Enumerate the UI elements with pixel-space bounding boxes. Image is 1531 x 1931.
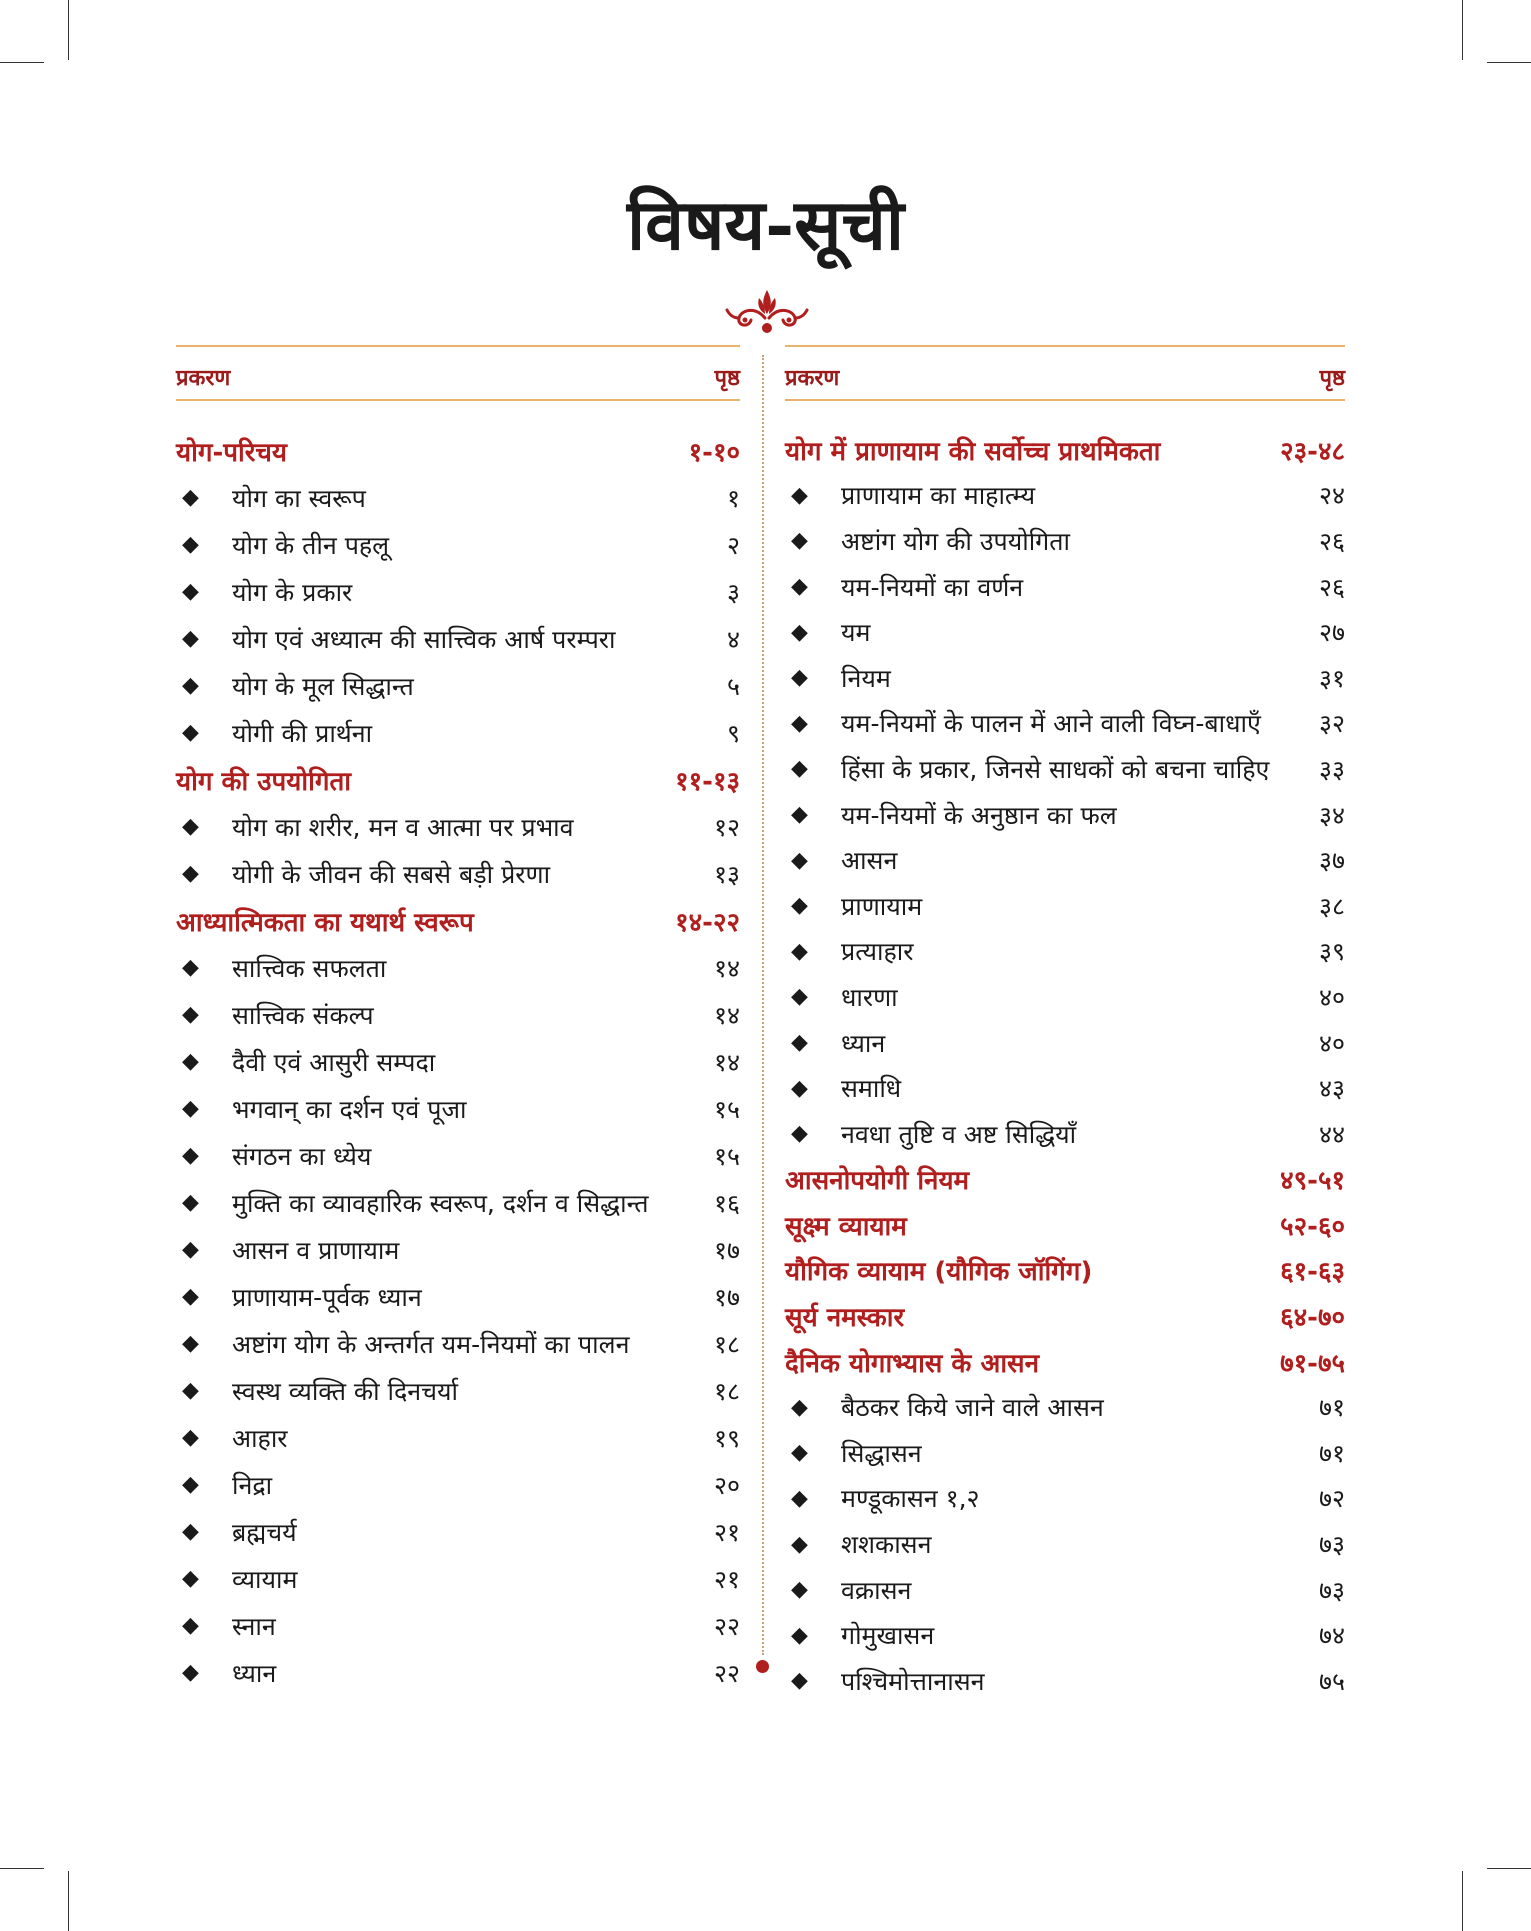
diamond-bullet-icon: ◆: [791, 802, 808, 828]
crop-mark: [1487, 1868, 1531, 1869]
item-title: आसन: [841, 846, 898, 876]
toc-section-row: [785, 1293, 1345, 1339]
page-number: १: [726, 483, 740, 513]
item-title: दैवी एवं आसुरी सम्पदा: [232, 1047, 436, 1077]
item-title: आसन व प्राणायाम: [232, 1235, 400, 1265]
toc-item-row: [176, 1508, 740, 1555]
column-header: [785, 347, 1345, 399]
toc-section-row: [176, 756, 740, 803]
page-number: १२: [713, 812, 740, 842]
page-header: पृष्ठ: [714, 366, 740, 391]
diamond-bullet-icon: ◆: [182, 1190, 199, 1215]
diamond-bullet-icon: ◆: [791, 756, 808, 782]
item-title: आहार: [232, 1423, 288, 1453]
toc-item-row: [785, 473, 1345, 519]
diamond-bullet-icon: ◆: [182, 1566, 199, 1591]
diamond-bullet-icon: ◆: [791, 893, 808, 919]
diamond-bullet-icon: ◆: [182, 1002, 199, 1027]
page-number: ७३: [1318, 1530, 1345, 1560]
toc-section-row: [176, 897, 740, 944]
toc-item-row: [785, 1612, 1345, 1658]
page-number: ११-१३: [675, 766, 740, 797]
toc-column-right: [785, 345, 1345, 1704]
item-title: मण्डूकासन १,२: [841, 1484, 980, 1514]
toc-item-row: [785, 792, 1345, 838]
toc-item-row: [785, 1384, 1345, 1430]
toc-item-row: [176, 1602, 740, 1649]
page-number: ३७: [1318, 846, 1345, 876]
page-number: २३-४८: [1280, 436, 1345, 467]
toc-item-row: [176, 1038, 740, 1085]
diamond-bullet-icon: ◆: [182, 1613, 199, 1638]
toc-item-row: [176, 615, 740, 662]
toc-item-row: [785, 746, 1345, 792]
page-number: ३२: [1318, 709, 1345, 739]
section-title: आध्यात्मिकता का यथार्थ स्वरूप: [176, 907, 474, 938]
toc-item-row: [176, 991, 740, 1038]
ornament-icon: [725, 288, 809, 336]
crop-mark: [68, 0, 69, 60]
page-number: ४३: [1318, 1074, 1345, 1104]
page-number: १८: [713, 1376, 740, 1406]
toc-list-left: [176, 427, 740, 1696]
item-title: स्नान: [232, 1611, 276, 1641]
item-title: भगवान् का दर्शन एवं पूजा: [232, 1094, 467, 1124]
item-title: प्राणायाम: [841, 891, 923, 921]
section-title: सूक्ष्म व्यायाम: [785, 1211, 907, 1242]
item-title: यम-नियमों के पालन में आने वाली विघ्न-बाधाएँ: [841, 709, 1261, 739]
item-title: स्वस्थ व्यक्ति की दिनचर्या: [232, 1376, 458, 1406]
toc-column-left: [176, 345, 740, 1696]
item-title: योग का शरीर, मन व आत्मा पर प्रभाव: [232, 812, 574, 842]
page-number: २२: [713, 1658, 740, 1688]
item-title: योगी के जीवन की सबसे बड़ी प्रेरणा: [232, 859, 551, 889]
diamond-bullet-icon: ◆: [791, 847, 808, 873]
page-number: ४: [726, 624, 740, 654]
diamond-bullet-icon: ◆: [182, 485, 199, 510]
diamond-bullet-icon: ◆: [791, 574, 808, 600]
toc-item-row: [176, 1320, 740, 1367]
diamond-bullet-icon: ◆: [182, 1049, 199, 1074]
toc-item-row: [785, 1020, 1345, 1066]
page-number: २१: [713, 1564, 740, 1594]
page-number: २४: [1318, 481, 1345, 511]
item-title: ध्यान: [232, 1658, 277, 1688]
item-title: अष्टांग योग के अन्तर्गत यम-नियमों का पालन: [232, 1329, 630, 1359]
section-title: दैनिक योगाभ्यास के आसन: [785, 1348, 1040, 1379]
toc-item-row: [785, 1567, 1345, 1613]
section-title: यौगिक व्यायाम (यौगिक जॉगिंग): [785, 1257, 1093, 1288]
diamond-bullet-icon: ◆: [182, 1660, 199, 1685]
diamond-bullet-icon: ◆: [182, 814, 199, 839]
diamond-bullet-icon: ◆: [182, 1284, 199, 1309]
item-title: योग के मूल सिद्धान्त: [232, 671, 414, 701]
page-number: २०: [713, 1470, 740, 1500]
diamond-bullet-icon: ◆: [182, 1143, 199, 1168]
item-title: प्रत्याहार: [841, 937, 914, 967]
item-title: पश्चिमोत्तानासन: [841, 1666, 985, 1696]
page-number: १५: [713, 1094, 740, 1124]
toc-section-row: [176, 427, 740, 474]
chapter-header: प्रकरण: [785, 366, 840, 391]
page-number: १८: [713, 1329, 740, 1359]
section-title: योग में प्राणायाम की सर्वोच्च प्राथमिकता: [785, 436, 1161, 467]
item-title: समाधि: [841, 1074, 902, 1104]
crop-mark: [0, 1868, 44, 1869]
toc-item-row: [176, 1085, 740, 1132]
toc-section-row: [785, 1202, 1345, 1248]
toc-item-row: [785, 1430, 1345, 1476]
section-title: योग की उपयोगिता: [176, 766, 352, 797]
toc-item-row: [785, 929, 1345, 975]
toc-item-row: [176, 1414, 740, 1461]
diamond-bullet-icon: ◆: [182, 1378, 199, 1403]
item-title: निद्रा: [232, 1470, 273, 1500]
diamond-bullet-icon: ◆: [791, 1394, 808, 1420]
diamond-bullet-icon: ◆: [791, 482, 808, 508]
diamond-bullet-icon: ◆: [791, 619, 808, 645]
column-divider: [762, 355, 764, 1655]
toc-item-row: [785, 1476, 1345, 1522]
item-title: बैठकर किये जाने वाले आसन: [841, 1393, 1104, 1423]
item-title: यम-नियमों का वर्णन: [841, 572, 1024, 602]
toc-item-row: [176, 521, 740, 568]
item-title: सात्त्विक सफलता: [232, 953, 387, 983]
page-number: ७२: [1318, 1484, 1345, 1514]
divider-dot: [756, 1660, 769, 1673]
chapter-header: प्रकरण: [176, 366, 231, 391]
toc-item-row: [176, 944, 740, 991]
item-title: सिद्धासन: [841, 1438, 922, 1468]
diamond-bullet-icon: ◆: [791, 1440, 808, 1466]
toc-item-row: [176, 803, 740, 850]
item-title: योग के तीन पहलू: [232, 530, 390, 560]
toc-item-row: [785, 1658, 1345, 1704]
item-title: योग के प्रकार: [232, 577, 353, 607]
page-number: ३१: [1318, 663, 1345, 693]
diamond-bullet-icon: ◆: [182, 532, 199, 557]
diamond-bullet-icon: ◆: [791, 1577, 808, 1603]
page-number: ३३: [1318, 754, 1345, 784]
diamond-bullet-icon: ◆: [791, 938, 808, 964]
toc-item-row: [785, 837, 1345, 883]
toc-item-row: [785, 655, 1345, 701]
item-title: धारणा: [841, 982, 898, 1012]
toc-item-row: [176, 568, 740, 615]
section-title: आसनोपयोगी नियम: [785, 1166, 970, 1197]
page-number: ७५: [1318, 1666, 1345, 1696]
item-title: मुक्ति का व्यावहारिक स्वरूप, दर्शन व सिद्धान्त: [232, 1188, 649, 1218]
page-number: २७: [1318, 618, 1345, 648]
crop-mark: [1462, 0, 1463, 60]
toc-item-row: [785, 518, 1345, 564]
item-title: वक्रासन: [841, 1575, 912, 1605]
item-title: प्राणायाम का माहात्म्य: [841, 481, 1036, 511]
toc-item-row: [176, 1132, 740, 1179]
page-number: २: [726, 530, 740, 560]
page-number: ३९: [1318, 937, 1345, 967]
page-number: १३: [713, 859, 740, 889]
toc-list-right: [785, 427, 1345, 1704]
item-title: ध्यान: [841, 1028, 886, 1058]
page-number: १६: [713, 1188, 740, 1218]
diamond-bullet-icon: ◆: [182, 1237, 199, 1262]
toc-section-row: [785, 1248, 1345, 1294]
page-number: ३४: [1318, 800, 1345, 830]
item-title: शशकासन: [841, 1530, 932, 1560]
diamond-bullet-icon: ◆: [182, 720, 199, 745]
diamond-bullet-icon: ◆: [182, 955, 199, 980]
toc-item-row: [176, 1226, 740, 1273]
item-title: योग का स्वरूप: [232, 483, 366, 513]
diamond-bullet-icon: ◆: [182, 1425, 199, 1450]
page-number: ४०: [1318, 982, 1345, 1012]
toc-item-row: [785, 974, 1345, 1020]
diamond-bullet-icon: ◆: [791, 1668, 808, 1694]
toc-item-row: [176, 1555, 740, 1602]
toc-item-row: [176, 850, 740, 897]
page-number: ३८: [1318, 891, 1345, 921]
item-title: ब्रह्मचर्य: [232, 1517, 297, 1547]
toc-item-row: [176, 1273, 740, 1320]
diamond-bullet-icon: ◆: [791, 1121, 808, 1147]
diamond-bullet-icon: ◆: [791, 665, 808, 691]
diamond-bullet-icon: ◆: [791, 710, 808, 736]
crop-mark: [1462, 1871, 1463, 1931]
page-number: १७: [713, 1282, 740, 1312]
toc-item-row: [176, 709, 740, 756]
toc-section-row: [785, 1157, 1345, 1203]
page-number: ६४-७०: [1280, 1303, 1345, 1334]
item-title: सात्त्विक संकल्प: [232, 1000, 374, 1030]
item-title: हिंसा के प्रकार, जिनसे साधकों को बचना चाहिए: [841, 754, 1270, 784]
item-title: गोमुखासन: [841, 1621, 935, 1651]
item-title: नियम: [841, 663, 891, 693]
crop-mark: [1487, 62, 1531, 63]
diamond-bullet-icon: ◆: [791, 1531, 808, 1557]
toc-section-row: [785, 1339, 1345, 1385]
item-title: संगठन का ध्येय: [232, 1141, 372, 1171]
page-header: पृष्ठ: [1319, 366, 1345, 391]
toc-item-row: [176, 1367, 740, 1414]
diamond-bullet-icon: ◆: [182, 1472, 199, 1497]
page-number: २२: [713, 1611, 740, 1641]
diamond-bullet-icon: ◆: [182, 579, 199, 604]
page-number: ७३: [1318, 1575, 1345, 1605]
page-number: ५२-६०: [1280, 1211, 1345, 1242]
page-number: १९: [713, 1423, 740, 1453]
page-number: ७१: [1318, 1393, 1345, 1423]
item-title: अष्टांग योग की उपयोगिता: [841, 526, 1070, 556]
crop-mark: [68, 1871, 69, 1931]
page-number: १४: [713, 953, 740, 983]
page-number: ४४: [1318, 1119, 1345, 1149]
page-number: ३: [726, 577, 740, 607]
item-title: योगी की प्रार्थना: [232, 718, 373, 748]
toc-item-row: [785, 1065, 1345, 1111]
diamond-bullet-icon: ◆: [791, 1075, 808, 1101]
item-title: नवधा तुष्टि व अष्ट सिद्धियाँ: [841, 1119, 1077, 1149]
toc-item-row: [176, 474, 740, 521]
toc-item-row: [785, 701, 1345, 747]
toc-item-row: [785, 883, 1345, 929]
page-number: १४: [713, 1047, 740, 1077]
item-title: व्यायाम: [232, 1564, 298, 1594]
diamond-bullet-icon: ◆: [791, 1030, 808, 1056]
diamond-bullet-icon: ◆: [791, 1485, 808, 1511]
page-number: ७४: [1318, 1621, 1345, 1651]
page-number: २१: [713, 1517, 740, 1547]
page-number: १४-२२: [675, 907, 740, 938]
page-number: २६: [1318, 526, 1345, 556]
item-title: यम-नियमों के अनुष्ठान का फल: [841, 800, 1117, 830]
toc-item-row: [176, 662, 740, 709]
page-number: ७१-७५: [1280, 1348, 1345, 1379]
diamond-bullet-icon: ◆: [182, 1519, 199, 1544]
toc-item-row: [785, 609, 1345, 655]
item-title: प्राणायाम-पूर्वक ध्यान: [232, 1282, 422, 1312]
page-number: ७१: [1318, 1438, 1345, 1468]
page-number: ४०: [1318, 1028, 1345, 1058]
diamond-bullet-icon: ◆: [182, 861, 199, 886]
page-number: १४: [713, 1000, 740, 1030]
toc-item-row: [785, 1521, 1345, 1567]
column-header: [176, 347, 740, 399]
diamond-bullet-icon: ◆: [791, 1622, 808, 1648]
toc-item-row: [176, 1179, 740, 1226]
toc-item-row: [785, 1111, 1345, 1157]
page-number: २६: [1318, 572, 1345, 602]
toc-section-row: [785, 427, 1345, 473]
page-number: १७: [713, 1235, 740, 1265]
page-number: ४९-५१: [1280, 1166, 1345, 1197]
diamond-bullet-icon: ◆: [182, 626, 199, 651]
page-number: १-१०: [688, 437, 740, 468]
toc-item-row: [176, 1649, 740, 1696]
diamond-bullet-icon: ◆: [791, 984, 808, 1010]
diamond-bullet-icon: ◆: [182, 1331, 199, 1356]
crop-mark: [0, 62, 44, 63]
item-title: योग एवं अध्यात्म की सात्त्विक आर्ष परम्परा: [232, 624, 616, 654]
page-number: ९: [726, 718, 740, 748]
page-title: विषय-सूची: [626, 183, 905, 266]
toc-item-row: [176, 1461, 740, 1508]
page-number: ६१-६३: [1280, 1257, 1345, 1288]
section-title: सूर्य नमस्कार: [785, 1303, 905, 1334]
toc-item-row: [785, 564, 1345, 610]
section-title: योग-परिचय: [176, 437, 287, 468]
page-number: ५: [726, 671, 740, 701]
diamond-bullet-icon: ◆: [182, 673, 199, 698]
diamond-bullet-icon: ◆: [791, 528, 808, 554]
item-title: यम: [841, 618, 871, 648]
diamond-bullet-icon: ◆: [182, 1096, 199, 1121]
page-number: १५: [713, 1141, 740, 1171]
